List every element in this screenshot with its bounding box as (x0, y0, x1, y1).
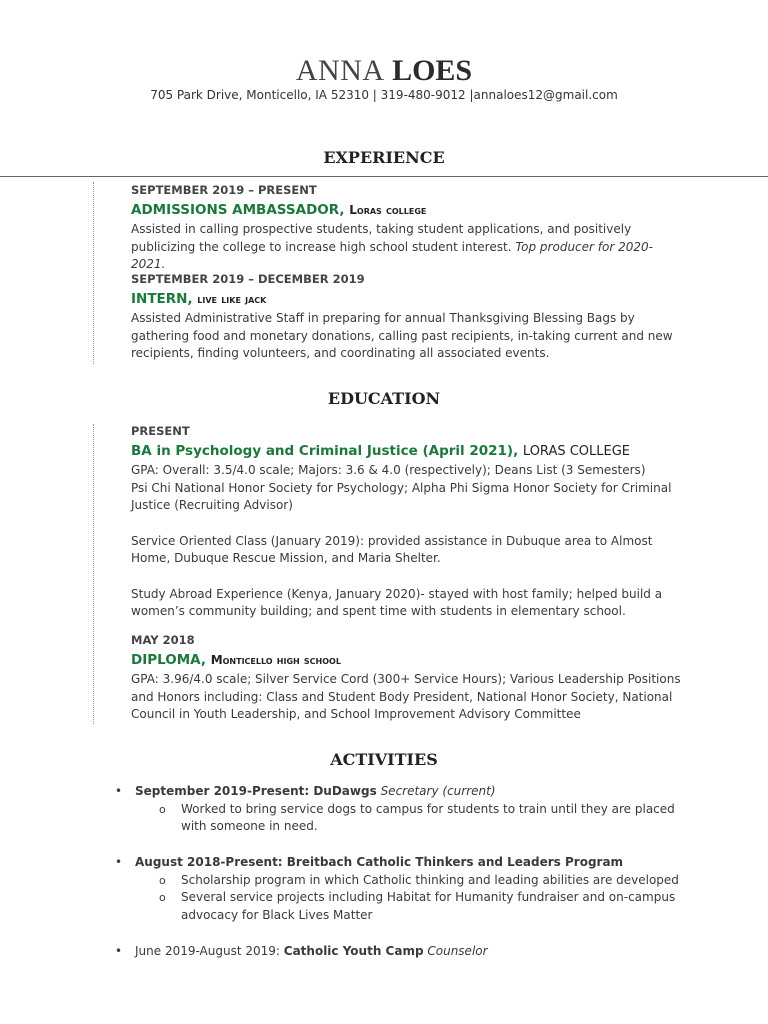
role-org: Loras college (349, 202, 427, 217)
activity-detail (159, 889, 681, 924)
entry-date: SEPTEMBER 2019 – PRESENT (131, 183, 317, 197)
degree-title: BA in Psychology and Criminal Justice (April 2021), (131, 442, 519, 459)
activity-line (115, 943, 768, 961)
entry-role (131, 202, 691, 220)
experience-entry-2 (131, 271, 691, 363)
bullet-icon: • (115, 944, 123, 958)
entry-role (131, 291, 691, 309)
education-line-1: GPA: Overall: 3.5/4.0 scale; Majors: 3.6 & 4.0 (respectively); Deans List (3 Semesters) (131, 463, 646, 477)
entry-date: MAY 2018 (131, 633, 195, 647)
experience-heading: EXPERIENCE (323, 148, 445, 167)
description-highlight: Top producer for 2020- 2021. (131, 239, 653, 271)
role-title: INTERN, (131, 290, 193, 307)
education-heading: EDUCATION (327, 389, 441, 408)
education-paragraph-1: Service Oriented Class (January 2019): provided assistance in Dubuque area to Almost Home, Dubuque Rescue Mission, and Maria Shelter. (131, 533, 653, 565)
entry-degree (131, 652, 691, 670)
activity-title: September 2019-Present: DuDawgs (135, 784, 377, 798)
activity-title: August 2018-Present: Breitbach Catholic Thinkers and Leaders Program (135, 855, 624, 869)
detail-text: Scholarship program in which Catholic thinking and leading abilities are developed (181, 872, 679, 887)
activity-2 (0, 854, 768, 924)
activity-line (115, 783, 768, 801)
sub-bullet-icon: o (159, 802, 166, 816)
education-line-2: Psi Chi National Honor Society for Psychology; Alpha Phi Sigma Honor Society for Criminal Justice (Recruiting Advisor) (131, 480, 672, 512)
section-divider (0, 176, 768, 177)
entry-date: SEPTEMBER 2019 – DECEMBER 2019 (131, 272, 365, 286)
degree-org: LORAS COLLEGE (522, 443, 631, 459)
activity-role: Counselor (427, 944, 488, 958)
education-entry-2 (131, 632, 691, 724)
entry-description: Assisted Administrative Staff in preparing for annual Thanksgiving Blessing Bags by gathering food and monetary donations, calling past recipients, in-taking current and new recipients, finding volunteers, and coordinating all associated events. (131, 311, 673, 360)
activity-dates: June 2019-August 2019: (135, 944, 284, 958)
activity-detail (159, 801, 681, 836)
role-org: live like jack (197, 291, 267, 306)
resume-name (0, 54, 768, 88)
entry-degree (131, 443, 691, 461)
activity-line (115, 854, 768, 872)
detail-text: Several service projects including Habitat for Humanity fundraiser and on-campus advocacy for Black Lives Matter (181, 890, 676, 922)
activities-heading: ACTIVITIES (330, 750, 438, 769)
degree-org: Monticello high school (210, 652, 341, 667)
entry-date: PRESENT (131, 424, 190, 438)
sub-bullet-icon: o (159, 891, 166, 904)
bullet-icon: • (115, 855, 123, 869)
education-paragraph-2: Study Abroad Experience (Kenya, January 2020)- stayed with host family; helped build a women’s community building; and spent time with students in elementary school. (131, 586, 663, 618)
role-title: ADMISSIONS AMBASSADOR, (131, 201, 345, 218)
last-name: LOES (392, 54, 473, 87)
activity-detail (159, 872, 681, 890)
description-text: Assisted in calling prospective students, taking student applications, and positively publicizing the college to increase high school student interest. (131, 222, 632, 254)
sub-bullet-icon: o (159, 873, 166, 887)
bullet-icon: • (115, 784, 123, 798)
entry-description: GPA: 3.96/4.0 scale; Silver Service Cord (300+ Service Hours); Various Leadership Positions and Honors including: Class and Student Body President, National Honor Society, National Council in Youth Leadership, and School Improvement Advisory Committee (131, 672, 681, 721)
activity-title: Catholic Youth Camp (283, 944, 424, 958)
entry-description (131, 221, 691, 274)
activity-1 (0, 783, 768, 836)
degree-title: DIPLOMA, (131, 651, 206, 668)
contact-line: 705 Park Drive, Monticello, IA 52310 | 319-480-9012 |annaloes12@gmail.com (150, 88, 618, 102)
experience-side-line (93, 182, 94, 364)
activity-3 (0, 943, 768, 961)
detail-text: Worked to bring service dogs to campus for students to train until they are placed with someone in need. (181, 801, 675, 833)
experience-entry-1 (131, 182, 691, 274)
activity-role: Secretary (current) (380, 784, 496, 798)
first-name: ANNA (295, 54, 385, 87)
education-entry-1 (131, 423, 691, 621)
education-side-line (93, 424, 94, 724)
